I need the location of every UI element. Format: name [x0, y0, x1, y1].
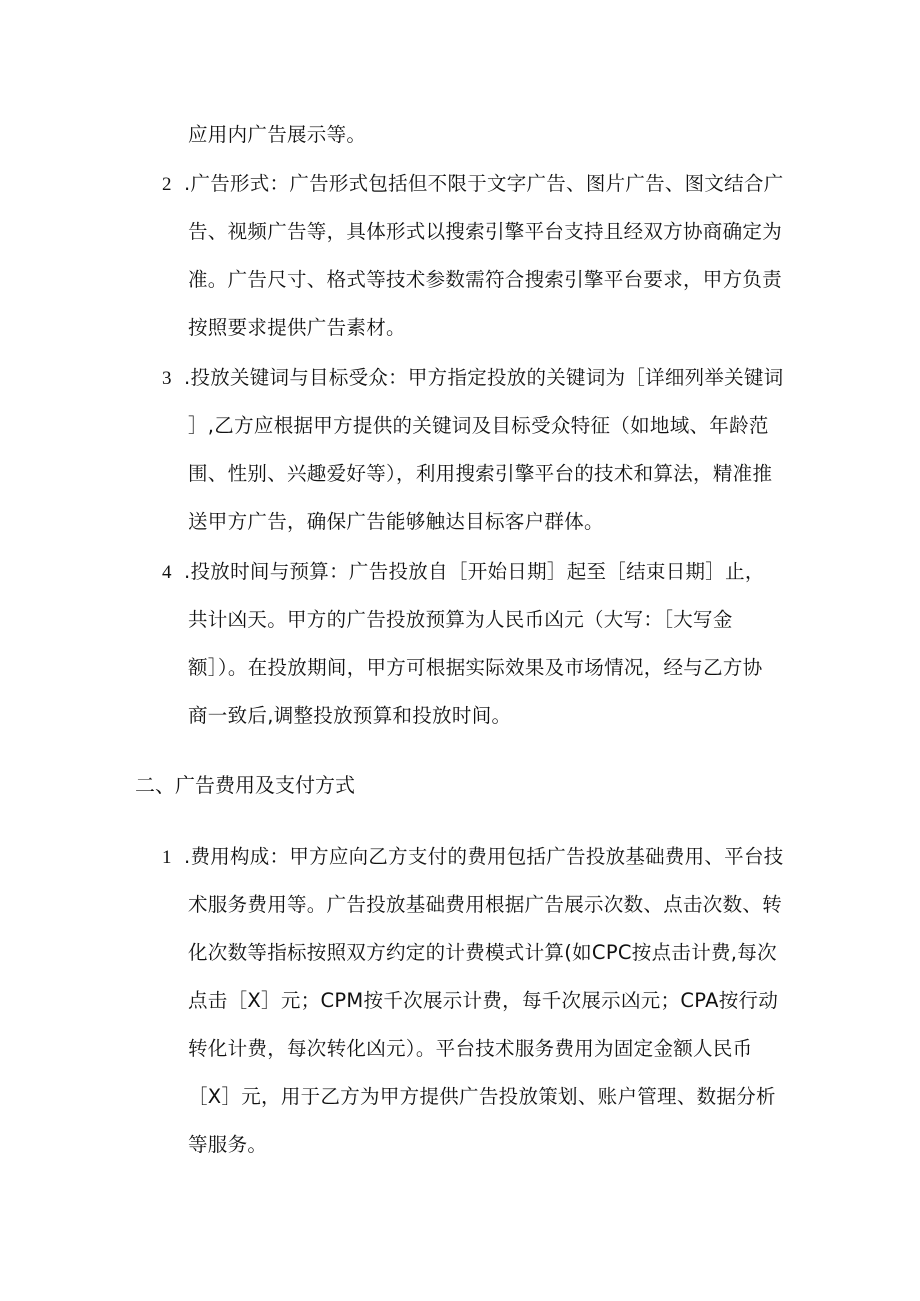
item-line: 告、视频广告等，具体形式以搜索引擎平台支持且经双方协商确定为: [188, 220, 783, 243]
item-line: 共计凶天。甲方的广告投放预算为人民币凶元（大写：［大写金: [188, 608, 733, 631]
item-line: ［X］元，用于乙方为甲方提供广告投放策划、账户管理、数据分析: [188, 1085, 776, 1108]
item-line: .投放时间与预算：广告投放自［开始日期］起至［结束日期］止，: [184, 560, 765, 583]
item-line: 转化计费，每次转化凶元）。平台技术服务费用为固定金额人民币: [188, 1037, 753, 1060]
item-line: .广告形式：广告形式包括但不限于文字广告、图片广告、图文结合广: [184, 172, 784, 195]
item-line: 准。广告尺寸、格式等技术参数需符合搜索引擎平台要求，甲方负责: [188, 268, 783, 291]
item-number: 4: [162, 562, 172, 583]
item-line: 化次数等指标按照双方约定的计费模式计算(如CPC按点击计费,每次: [188, 941, 777, 964]
item-line: ］,乙方应根据甲方提供的关键词及目标受众特征（如地域、年龄范: [188, 414, 769, 437]
item-line: 术服务费用等。广告投放基础费用根据广告展示次数、点击次数、转: [188, 893, 783, 916]
item-number: 3: [162, 368, 172, 389]
intro-line: 应用内广告展示等。: [188, 123, 367, 146]
item-line: .投放关键词与目标受众：甲方指定投放的关键词为［详细列举关键词: [184, 366, 784, 389]
item-line: .费用构成：甲方应向乙方支付的费用包括广告投放基础费用、平台技: [184, 845, 784, 868]
item-line: 商一致后,调整投放预算和投放时间。: [188, 704, 512, 727]
item-line: 按照要求提供广告素材。: [188, 316, 406, 339]
item-line: 额］）。在投放期间，甲方可根据实际效果及市场情况，经与乙方协: [188, 656, 763, 679]
item-number: 1: [162, 847, 172, 868]
item-line: 围、性别、兴趣爱好等），利用搜索引擎平台的技术和算法，精准推: [188, 462, 773, 485]
item-line: 送甲方广告，确保广告能够触达目标客户群体。: [188, 510, 604, 533]
item-line: 等服务。: [188, 1133, 268, 1156]
section-heading: 二、广告费用及支付方式: [135, 773, 355, 797]
item-number: 2: [162, 174, 172, 195]
item-line: 点击［X］元；CPM按千次展示计费，每千次展示凶元；CPA按行动: [188, 989, 779, 1012]
